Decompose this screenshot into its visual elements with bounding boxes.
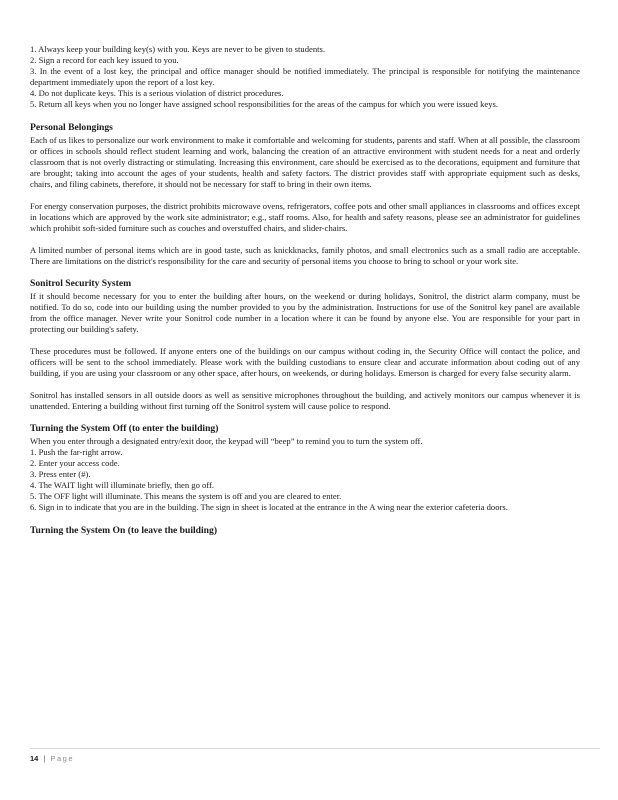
personal-belongings-section	[30, 122, 580, 267]
paragraph: Sonitrol has installed sensors in all outside doors as well as sensitive microphones throughout the building, and actively monitors our campus whenever it is unattended. Entering a building without first turning off the Sonitrol system will cause police to respond.	[30, 390, 580, 411]
list-item: 3. Press enter (#).	[30, 469, 91, 479]
list-item: 4. Do not duplicate keys. This is a serious violation of district procedures.	[30, 88, 284, 98]
list-item: 5. The OFF light will illuminate. This means the system is off and you are cleared to enter.	[30, 491, 342, 501]
section-heading: Sonitrol Security System	[30, 278, 132, 289]
document-page	[30, 44, 580, 538]
list-item: 5. Return all keys when you no longer have assigned school responsibilities for the areas of the campus for which you were issued keys.	[30, 99, 499, 109]
list-item: 1. Always keep your building key(s) with you. Keys are never to be given to students.	[30, 44, 325, 54]
list-item: 3. In the event of a lost key, the principal and office manager should be notified immediately. The principal is responsible for notifying the maintenance department immediately upon the report of a lost key.	[30, 66, 580, 87]
key-procedures-list	[30, 44, 580, 110]
sonitrol-section	[30, 278, 580, 412]
section-heading: Personal Belongings	[30, 122, 113, 133]
list-item: 2. Enter your access code.	[30, 458, 120, 468]
list-item: 6. Sign in to indicate that you are in the building. The sign in sheet is located at the entrance in the A wing near the exterior cafeteria doors.	[30, 502, 508, 512]
list-item: 4. The WAIT light will illuminate briefly, then go off.	[30, 480, 215, 490]
page-footer	[30, 748, 600, 763]
paragraph: These procedures must be followed. If anyone enters one of the buildings on our campus without coding in, the Security Office will contact the police, and officers will be sent to the school immediately. Please work with the building custodians to ensure clear and accurate information about coding out of any building, if you are using your classroom or any other space, after hours, on weekends, or during holidays. Emerson is charged for every false security alarm.	[30, 346, 580, 378]
list-item: 2. Sign a record for each key issued to you.	[30, 55, 179, 65]
turning-on-section	[30, 525, 580, 537]
paragraph: For energy conservation purposes, the district prohibits microwave ovens, refrigerators, coffee pots and other small appliances in classrooms and offices except in locations which are approved by the work site administrator; e.g., staff rooms. Also, for health and safety reasons, please see an administrator for guidelines which prohibit soft-sided furniture such as couches and overstuffed chairs, and slider-chairs.	[30, 201, 580, 233]
footer-separator: |	[43, 754, 46, 763]
section-heading: Turning the System On (to leave the building)	[30, 525, 218, 536]
paragraph: If it should become necessary for you to enter the building after hours, on the weekend or during holidays, Sonitrol, the district alarm company, must be notified. To do so, code into our building using the number provided to you by the administration. Instructions for use of the Sonitrol key panel are available from the office manager. Never write your Sonitrol code number in a location where it can be found by anyone else. You are responsible for your part in protecting our building's safety.	[30, 291, 580, 334]
paragraph: When you enter through a designated entry/exit door, the keypad will “beep” to remind you to turn the system off.	[30, 436, 423, 446]
paragraph: Each of us likes to personalize our work environment to make it comfortable and welcoming for students, parents and staff. When at all possible, the classroom or offices in schools should reflect student learning and work, balancing the creation of an attractive environment with student needs for a neat and orderly classroom that is not overly distracting or stimulating. Increasing this environment, care should be exercised as to the decorations, equipment and furniture that are brought; taking into account the ages of your students, health and safety factors. The district provides staff with appropriate equipment such as desks, chairs, and filing cabinets, therefore, it should not be necessary for staff to bring in their own items.	[30, 135, 580, 189]
page-label: Page	[50, 754, 75, 763]
section-heading: Turning the System Off (to enter the building)	[30, 423, 219, 434]
paragraph: A limited number of personal items which are in good taste, such as knickknacks, family photos, and small electronics such as a small radio are acceptable. There are limitations on the district's responsibility for the care and security of personal items you choose to bring to school or your work site.	[30, 245, 580, 266]
steps-list	[30, 447, 580, 513]
list-item: 1. Push the far-right arrow.	[30, 447, 123, 457]
turning-off-section	[30, 423, 580, 513]
page-number: 14	[30, 754, 39, 763]
